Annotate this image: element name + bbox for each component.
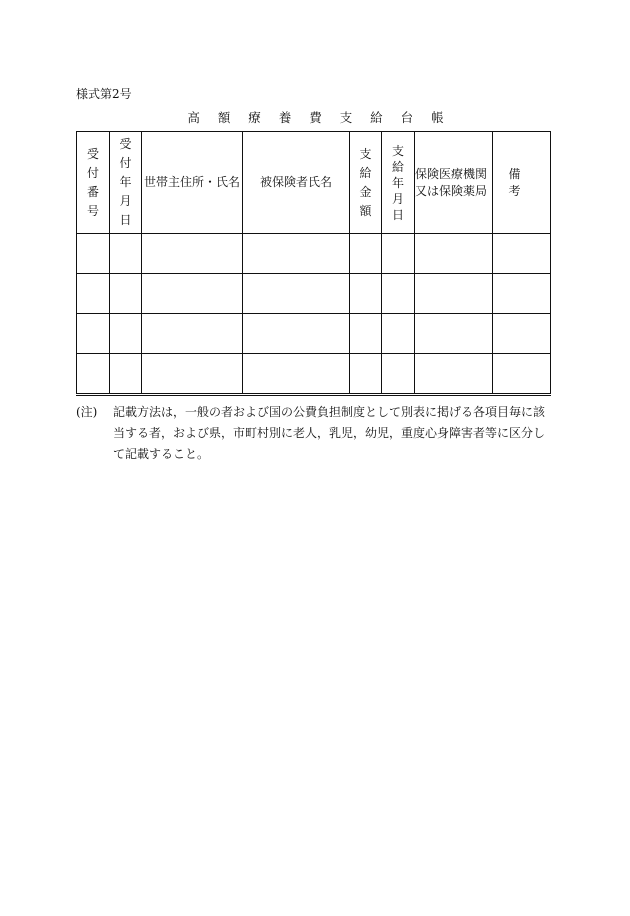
- ledger-table: [76, 131, 551, 396]
- form-number: 様式第2号: [76, 87, 132, 101]
- form-title: 高 額 療 養 費 支 給 台 帳: [187, 110, 451, 125]
- table-cell: [77, 274, 110, 314]
- header-reception-number: 受付番号: [77, 132, 110, 234]
- table-cell: [493, 354, 551, 395]
- table-cell: [142, 354, 243, 395]
- table-cell: [243, 234, 350, 274]
- header-reception-date: 受付年月日: [110, 132, 142, 234]
- header-insured-name: 被保険者氏名: [243, 132, 350, 234]
- table-cell: [382, 354, 415, 395]
- table-row: [77, 274, 551, 314]
- note-label: (注): [76, 405, 98, 419]
- table-cell: [415, 314, 493, 354]
- table-cell: [243, 314, 350, 354]
- header-payment-date: 支給年月日: [382, 132, 415, 234]
- table-cell: [110, 234, 142, 274]
- table-cell: [110, 354, 142, 395]
- table-row: [77, 314, 551, 354]
- table-cell: [350, 354, 382, 395]
- table-cell: [350, 314, 382, 354]
- table-cell: [415, 234, 493, 274]
- header-row: [77, 132, 551, 234]
- table-cell: [142, 234, 243, 274]
- table-cell: [382, 314, 415, 354]
- note: [76, 402, 556, 465]
- table-cell: [415, 354, 493, 395]
- table-cell: [77, 314, 110, 354]
- table-cell: [415, 274, 493, 314]
- header-householder: 世帯主住所・氏名: [142, 132, 243, 234]
- table-cell: [110, 274, 142, 314]
- table-cell: [110, 314, 142, 354]
- table-cell: [243, 354, 350, 395]
- header-payment-amount: 支給金額: [350, 132, 382, 234]
- table-cell: [382, 234, 415, 274]
- note-text: 記載方法は，一般の者および国の公費負担制度として別表に掲げる各項目毎に該当する者，および県，市町村別に老人，乳児，幼児，重度心身障害者等に区分して記載すること。: [113, 405, 546, 461]
- header-remarks: 備 考: [493, 132, 551, 234]
- table-cell: [493, 274, 551, 314]
- table-cell: [493, 234, 551, 274]
- table-cell: [142, 274, 243, 314]
- table-row: [77, 354, 551, 395]
- table-cell: [382, 274, 415, 314]
- table-cell: [350, 234, 382, 274]
- header-provider: 保険医療機関又は保険薬局: [415, 132, 493, 234]
- table-cell: [77, 354, 110, 395]
- table-cell: [77, 234, 110, 274]
- table-cell: [243, 274, 350, 314]
- table-cell: [142, 314, 243, 354]
- table-cell: [493, 314, 551, 354]
- table-cell: [350, 274, 382, 314]
- table-row: [77, 234, 551, 274]
